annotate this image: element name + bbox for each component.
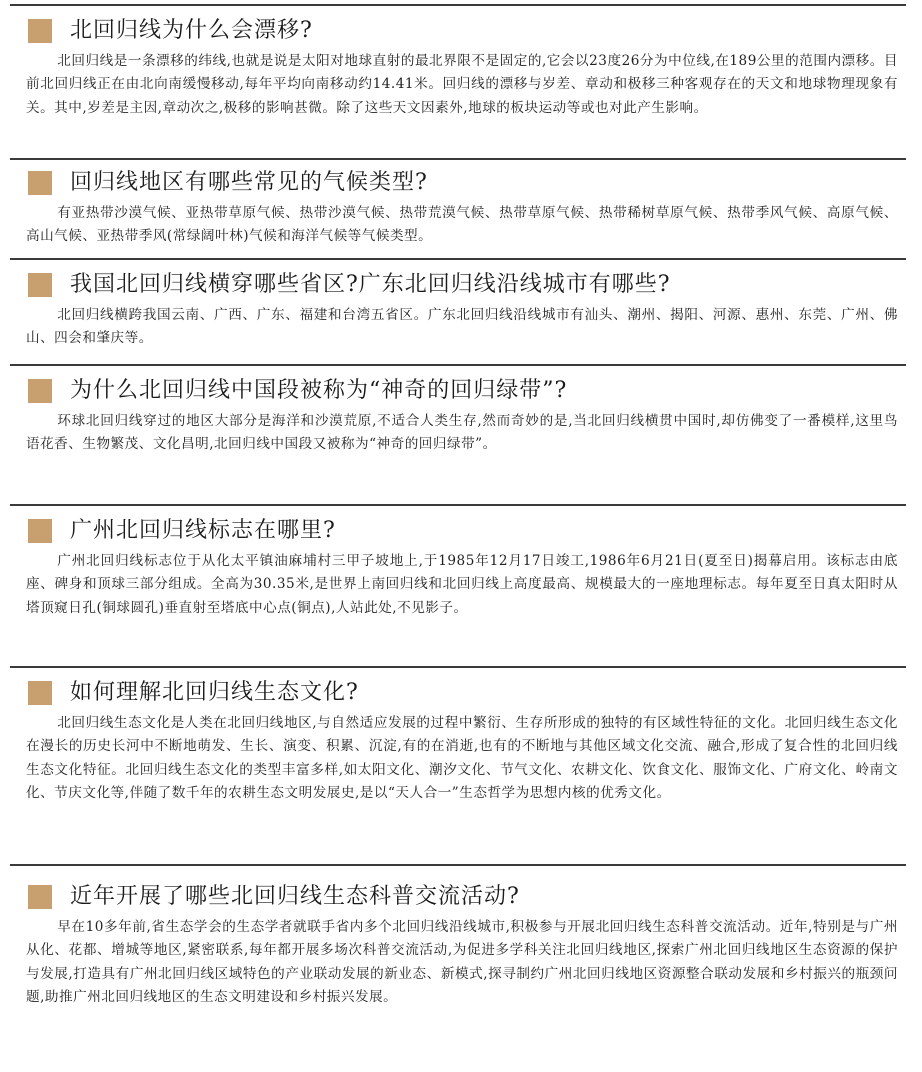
heading-square-icon <box>28 519 52 543</box>
heading-square-icon <box>28 681 52 705</box>
section-body: 环球北回归线穿过的地区大部分是海洋和沙漠荒原,不适合人类生存,然而奇妙的是,当北回归线横贯中国时,却仿佛变了一番模样,这里鸟语花香、生物繁茂、文化昌明,北回归线中国段又被称为“神奇的回归绿带”。 <box>26 413 898 453</box>
section-title: 近年开展了哪些北回归线生态科普交流活动? <box>70 884 520 909</box>
section-body: 北回归线是一条漂移的纬线,也就是说是太阳对地球直射的最北界限不是固定的,它会以23度26分为中位线,在189公里的范围内漂移。目前北回归线正在由北向南缓慢移动,每年平均向南移动约14.41米。回归线的漂移与岁差、章动和极移三种客观存在的天文和地球物理现象有关。其中,岁差是主因,章动次之,极移的影响甚微。除了这些天文因素外,地球的板块运动等或也对此产生影响。 <box>26 53 898 116</box>
section-title: 为什么北回归线中国段被称为“神奇的回归绿带”? <box>70 378 568 403</box>
section-title: 回归线地区有哪些常见的气候类型? <box>70 170 428 195</box>
section-heading <box>28 18 906 44</box>
heading-square-icon <box>28 885 52 909</box>
section-tropic-drift <box>10 4 906 120</box>
section-body: 早在10多年前,省生态学会的生态学者就联手省内多个北回归线沿线城市,积极参与开展北回归线生态科普交流活动。近年,特别是与广州从化、花都、增城等地区,紧密联系,每年都开展多场次科普交流活动,为促进多学科关注北回归线地区,探索广州北回归线地区生态资源的保护与发展,打造具有广州北回归线区域特色的产业联动发展的新业态、新模式,探寻制约广州北回归线地区资源整合联动发展和乡村振兴的瓶颈问题,助推广州北回归线地区的生态文明建设和乡村振兴发展。 <box>26 919 898 1006</box>
section-provinces-cities <box>10 258 906 351</box>
section-green-belt <box>10 364 906 457</box>
section-heading <box>28 272 906 298</box>
heading-square-icon <box>28 171 52 195</box>
section-science-activities <box>10 864 906 1010</box>
section-eco-culture <box>10 666 906 806</box>
heading-square-icon <box>28 379 52 403</box>
section-climate-types <box>10 158 906 249</box>
section-title: 北回归线为什么会漂移? <box>70 18 313 43</box>
section-body: 北回归线横跨我国云南、广西、广东、福建和台湾五省区。广东北回归线沿线城市有汕头、潮州、揭阳、河源、惠州、东莞、广州、佛山、四会和肇庆等。 <box>26 307 898 347</box>
section-title: 我国北回归线横穿哪些省区?广东北回归线沿线城市有哪些? <box>70 272 671 297</box>
section-heading <box>28 680 906 706</box>
section-body: 广州北回归线标志位于从化太平镇油麻埔村三甲子坡地上,于1985年12月17日竣工,1986年6月21日(夏至日)揭幕启用。该标志由底座、碑身和顶球三部分组成。全高为30.35米,是世界上南回归线和北回归线上高度最高、规模最大的一座地理标志。每年夏至日真太阳时从塔顶窥日孔(铜球圆孔)垂直射至塔底中心点(铜点),人站此处,不见影子。 <box>26 553 898 616</box>
section-body: 有亚热带沙漠气候、亚热带草原气候、热带沙漠气候、热带荒漠气候、热带草原气候、热带稀树草原气候、热带季风气候、高原气候、高山气候、亚热带季风(常绿阔叶林)气候和海洋气候等气候类型。 <box>26 205 898 245</box>
section-heading <box>28 884 906 910</box>
section-heading <box>28 378 906 404</box>
heading-square-icon <box>28 19 52 43</box>
section-body: 北回归线生态文化是人类在北回归线地区,与自然适应发展的过程中繁衍、生存所形成的独特的有区域性特征的文化。北回归线生态文化在漫长的历史长河中不断地萌发、生长、演变、积累、沉淀,有的在消逝,也有的不断地与其他区域文化交流、融合,形成了复合性的北回归线生态文化特征。北回归线生态文化的类型丰富多样,如太阳文化、潮汐文化、节气文化、农耕文化、饮食文化、服饰文化、广府文化、岭南文化、节庆文化等,伴随了数千年的农耕生态文明发展史,是以“天人合一”生态哲学为思想内核的优秀文化。 <box>26 715 898 802</box>
heading-square-icon <box>28 273 52 297</box>
section-title: 广州北回归线标志在哪里? <box>70 518 336 543</box>
section-heading <box>28 518 906 544</box>
section-title: 如何理解北回归线生态文化? <box>70 680 359 705</box>
section-heading <box>28 170 906 196</box>
section-guangzhou-landmark <box>10 504 906 620</box>
